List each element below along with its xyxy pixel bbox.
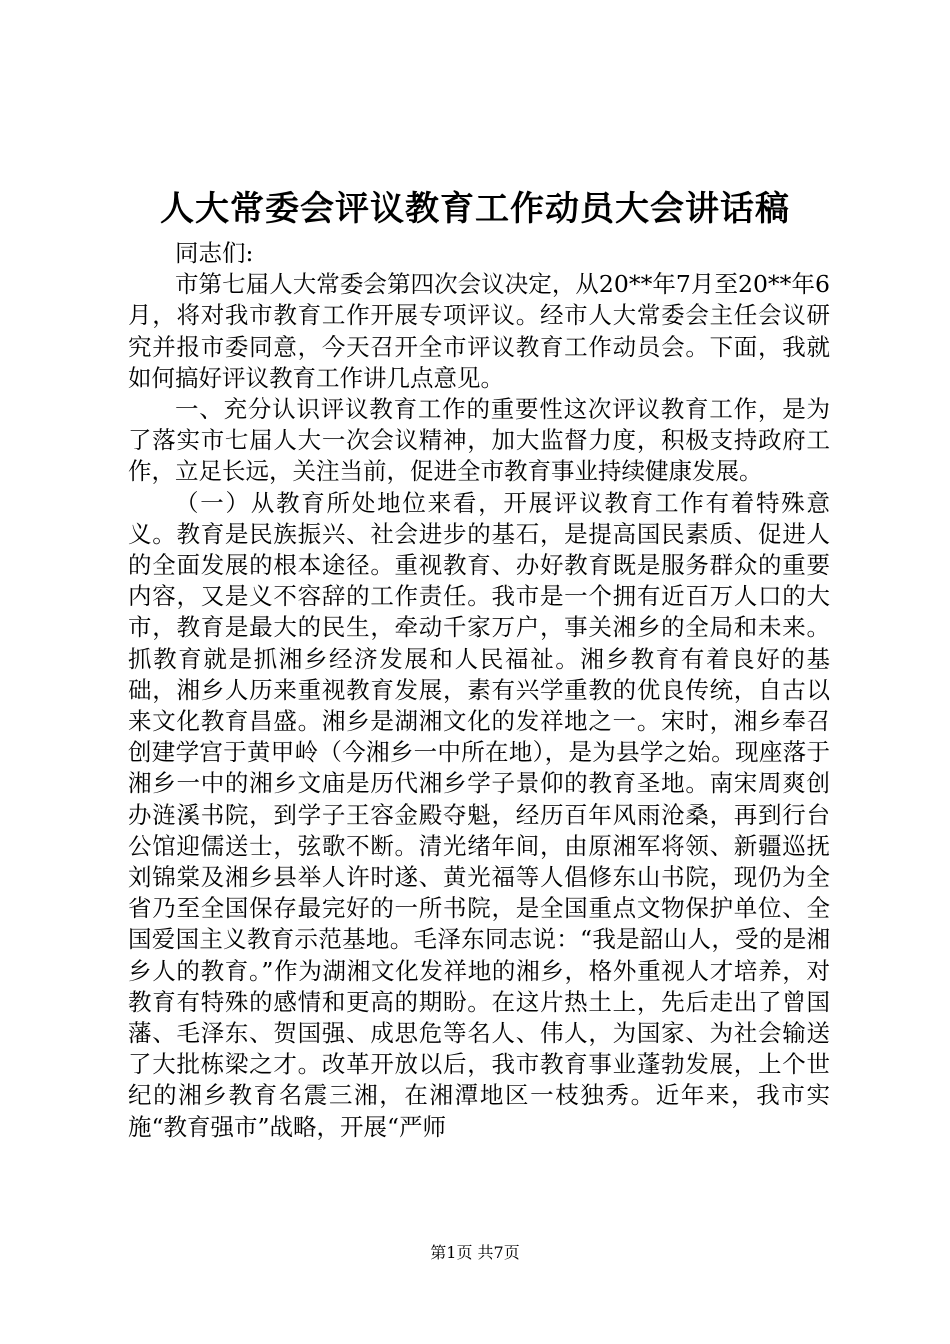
paragraph-section-one: 一、充分认识评议教育工作的重要性这次评议教育工作，是为了落实市七届人大一次会议精神，加大监督力度，积极支持政府工作，立足长远，关注当前，促进全市教育事业持续健康发展。	[128, 395, 830, 486]
paragraph-intro: 市第七届人大常委会第四次会议决定，从20**年7月至20**年6月，将对我市教育工作开展专项评议。经市人大常委会主任会议研究并报市委同意，今天召开全市评议教育工作动员会。下面，我就如何搞好评议教育工作讲几点意见。	[128, 270, 830, 392]
document-body	[128, 238, 830, 1143]
page-footer: 第1页 共7页	[430, 1243, 520, 1262]
document-title: 人大常委会评议教育工作动员大会讲话稿	[160, 189, 790, 229]
salutation: 同志们:	[175, 239, 254, 267]
paragraph-subsection-one: （一）从教育所处地位来看，开展评议教育工作有着特殊意义。教育是民族振兴、社会进步的基石，是提高国民素质、促进人的全面发展的根本途径。重视教育、办好教育既是服务群众的重要内容，又是义不容辞的工作责任。我市是一个拥有近百万人口的大市，教育是最大的民生，牵动千家万户，事关湘乡的全局和未来。抓教育就是抓湘乡经济发展和人民福祉。湘乡教育有着良好的基础，湘乡人历来重视教育发展，素有兴学重教的优良传统，自古以来文化教育昌盛。湘乡是湖湘文化的发祥地之一。宋时，湘乡奉召创建学宫于黄甲岭（今湘乡一中所在地），是为县学之始。现座落于湘乡一中的湘乡文庙是历代湘乡学子景仰的教育圣地。南宋周爽创办涟溪书院，到学子王容金殿夺魁，经历百年风雨沧桑，再到行台公馆迎儒送士，弦歌不断。清光绪年间，由原湘军将领、新疆巡抚刘锦棠及湘乡县举人许时遂、黄光福等人倡修东山书院，现仍为全省乃至全国保存最完好的一所书院，是全国重点文物保护单位、全国爱国主义教育示范基地。毛泽东同志说：“我是韶山人，受的是湘乡人的教育。”作为湖湘文化发祥地的湘乡，格外重视人才培养，对教育有特殊的感情和更高的期盼。在这片热土上，先后走出了曾国藩、毛泽东、贺国强、成思危等名人、伟人，为国家、为社会输送了大批栋梁之才。改革开放以后，我市教育事业蓬勃发展，上个世纪的湘乡教育名震三湘，在湘潭地区一枝独秀。近年来，我市实施“教育强市”战略，开展“严师	[128, 488, 830, 1141]
